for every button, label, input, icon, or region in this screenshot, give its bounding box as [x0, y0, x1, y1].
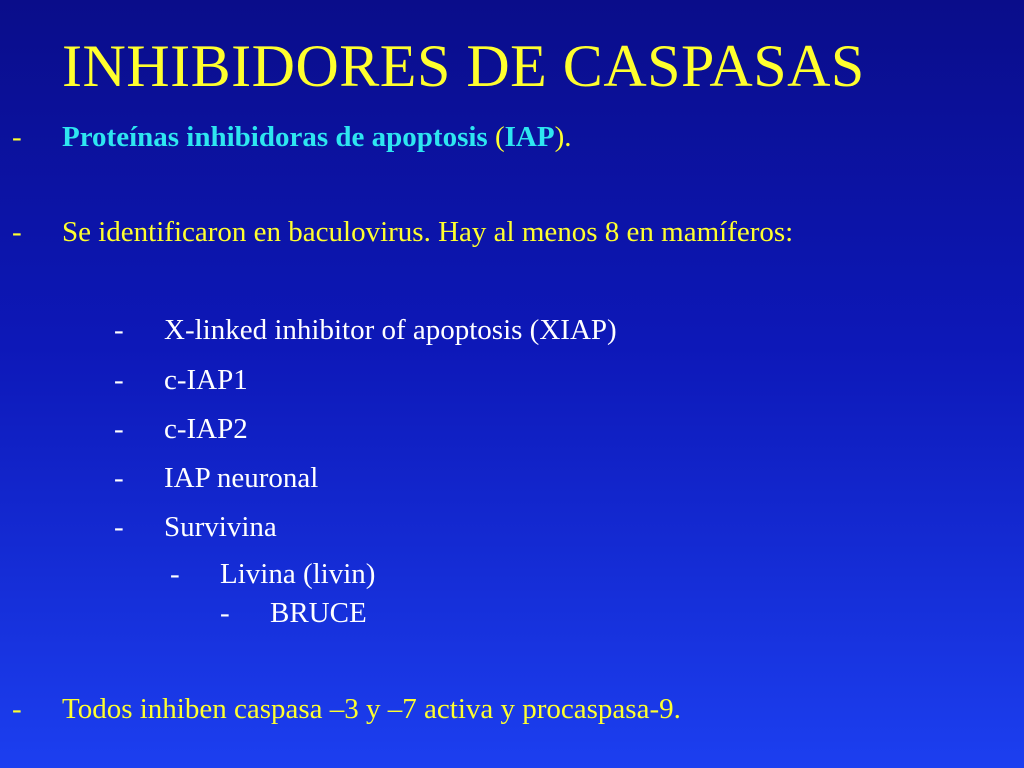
iap-open-paren: ( — [487, 121, 505, 153]
sub-sub-item — [220, 596, 367, 630]
bullet-baculovirus — [12, 215, 794, 249]
slide-title: INHIBIDORES DE CASPASAS — [62, 33, 865, 99]
bullet-dash: - — [220, 597, 230, 629]
caspase-inhibition-text: Todos inhiben caspasa –3 y –7 activa y procaspasa-9. — [62, 693, 681, 725]
bullet-dash: - — [12, 216, 22, 248]
sub-item-label: X-linked inhibitor of apoptosis (XIAP) — [164, 314, 617, 346]
bullet-dash: - — [114, 314, 124, 346]
sub-item — [114, 412, 248, 446]
bullet-dash: - — [114, 462, 124, 494]
sub-item-label: c-IAP1 — [164, 364, 248, 396]
iap-abbreviation: IAP — [504, 121, 555, 153]
sub-sub-item — [170, 557, 376, 591]
sub-sub-item-label: Livina (livin) — [220, 558, 376, 590]
bullet-dash: - — [12, 121, 22, 153]
bullet-dash: - — [170, 558, 180, 590]
bullet-dash: - — [12, 693, 22, 725]
sub-sub-item-label: BRUCE — [270, 597, 367, 629]
sub-item — [114, 510, 277, 544]
sub-item — [114, 461, 319, 495]
iap-close-paren: ). — [554, 121, 572, 153]
baculovirus-text: Se identificaron en baculovirus. Hay al menos 8 en mamíferos: — [62, 216, 794, 248]
sub-item-label: c-IAP2 — [164, 413, 248, 445]
sub-item — [114, 313, 617, 347]
bullet-dash: - — [114, 413, 124, 445]
sub-item-label: Survivina — [164, 511, 277, 543]
iap-emphasis-text: Proteínas inhibidoras de apoptosis — [62, 121, 488, 153]
sub-item-label: IAP neuronal — [164, 462, 319, 494]
bullet-iap — [12, 120, 572, 154]
bullet-caspase-inhibition — [12, 692, 681, 726]
sub-item — [114, 363, 248, 397]
bullet-dash: - — [114, 364, 124, 396]
bullet-dash: - — [114, 511, 124, 543]
